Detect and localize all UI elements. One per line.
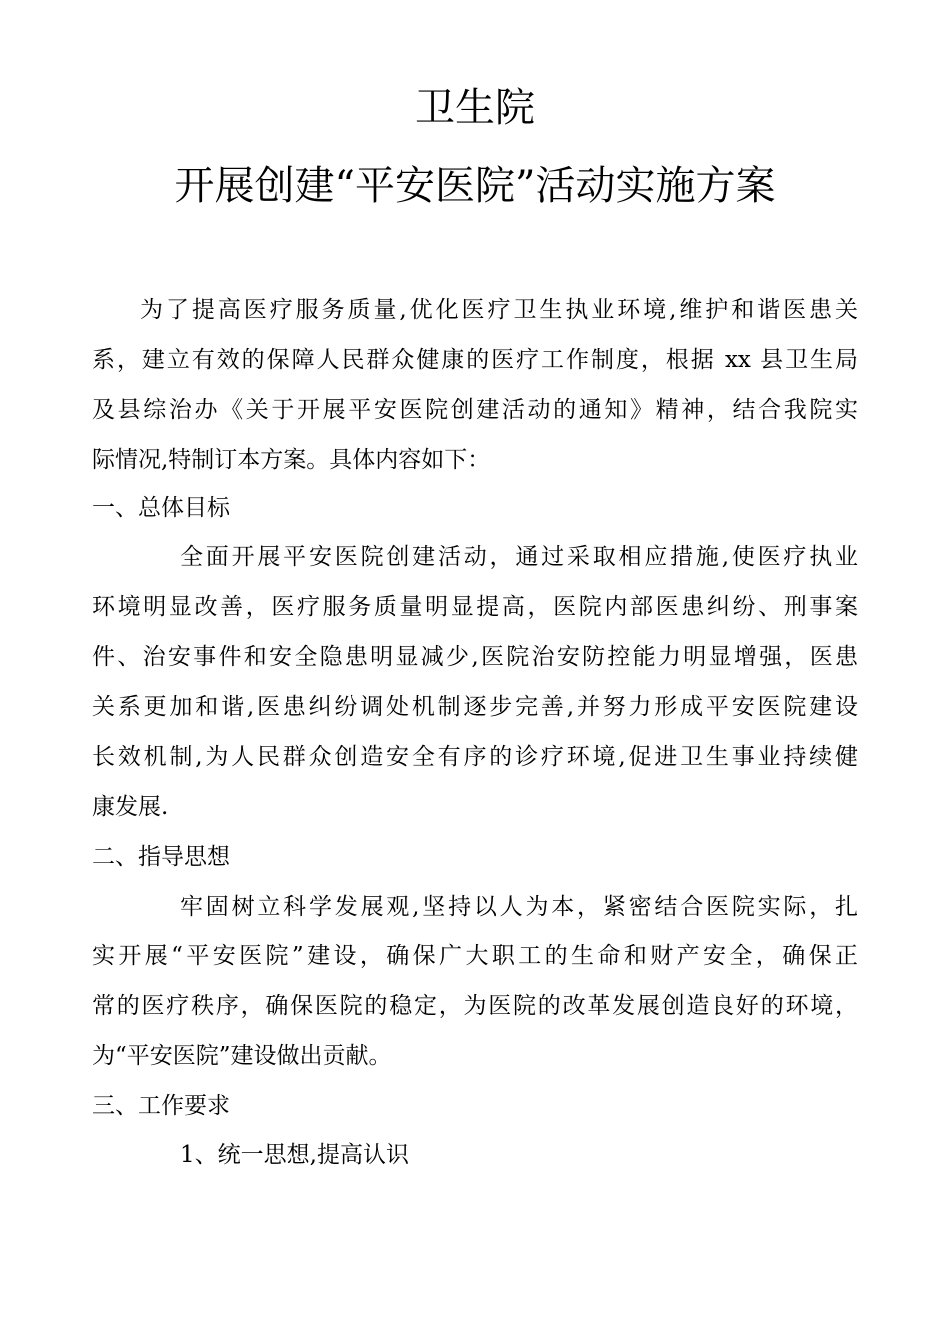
- intro-line-2: 系，建立有效的保障人民群众健康的医疗工作制度，根据 xx 县卫生局: [92, 347, 858, 373]
- section-1-line-4: 关系更加和谐,医患纠纷调处机制逐步完善,并努力形成平安医院建设: [92, 694, 858, 720]
- section-3-subheading-1: 1、统一思想,提高认识: [180, 1142, 409, 1168]
- section-1-line-1: 全面开展平安医院创建活动，通过采取相应措施,使医疗执业: [180, 544, 858, 570]
- intro-line-4: 际情况,特制订本方案。具体内容如下：: [92, 447, 491, 473]
- section-1-line-6: 康发展.: [92, 794, 169, 820]
- section-2-line-4: 为“平安医院”建设做出贡献。: [92, 1043, 392, 1069]
- section-1-line-5: 长效机制,为人民群众创造安全有序的诊疗环境,促进卫生事业持续健: [92, 744, 858, 770]
- intro-line-1: 为了提高医疗服务质量,优化医疗卫生执业环境,维护和谐医患关: [140, 297, 858, 323]
- section-2-heading: 二、指导思想: [92, 844, 230, 870]
- section-3-heading: 三、工作要求: [92, 1093, 230, 1119]
- document-title-line-1: 卫生院: [415, 85, 535, 131]
- intro-line-3: 及县综治办《关于开展平安医院创建活动的通知》精神，结合我院实: [92, 397, 858, 423]
- section-1-heading: 一、总体目标: [92, 495, 230, 521]
- section-2-line-1: 牢固树立科学发展观,坚持以人为本，紧密结合医院实际，扎: [180, 894, 858, 920]
- section-2-line-3: 常的医疗秩序，确保医院的稳定，为医院的改革发展创造良好的环境，: [92, 993, 858, 1019]
- section-2-line-2: 实开展“平安医院”建设，确保广大职工的生命和财产安全，确保正: [92, 943, 858, 969]
- section-1-line-2: 环境明显改善，医疗服务质量明显提高，医院内部医患纠纷、刑事案: [92, 594, 858, 620]
- document-title-line-2: 开展创建“平安医院”活动实施方案: [174, 163, 776, 209]
- section-1-line-3: 件、治安事件和安全隐患明显减少,医院治安防控能力明显增强，医患: [92, 644, 858, 670]
